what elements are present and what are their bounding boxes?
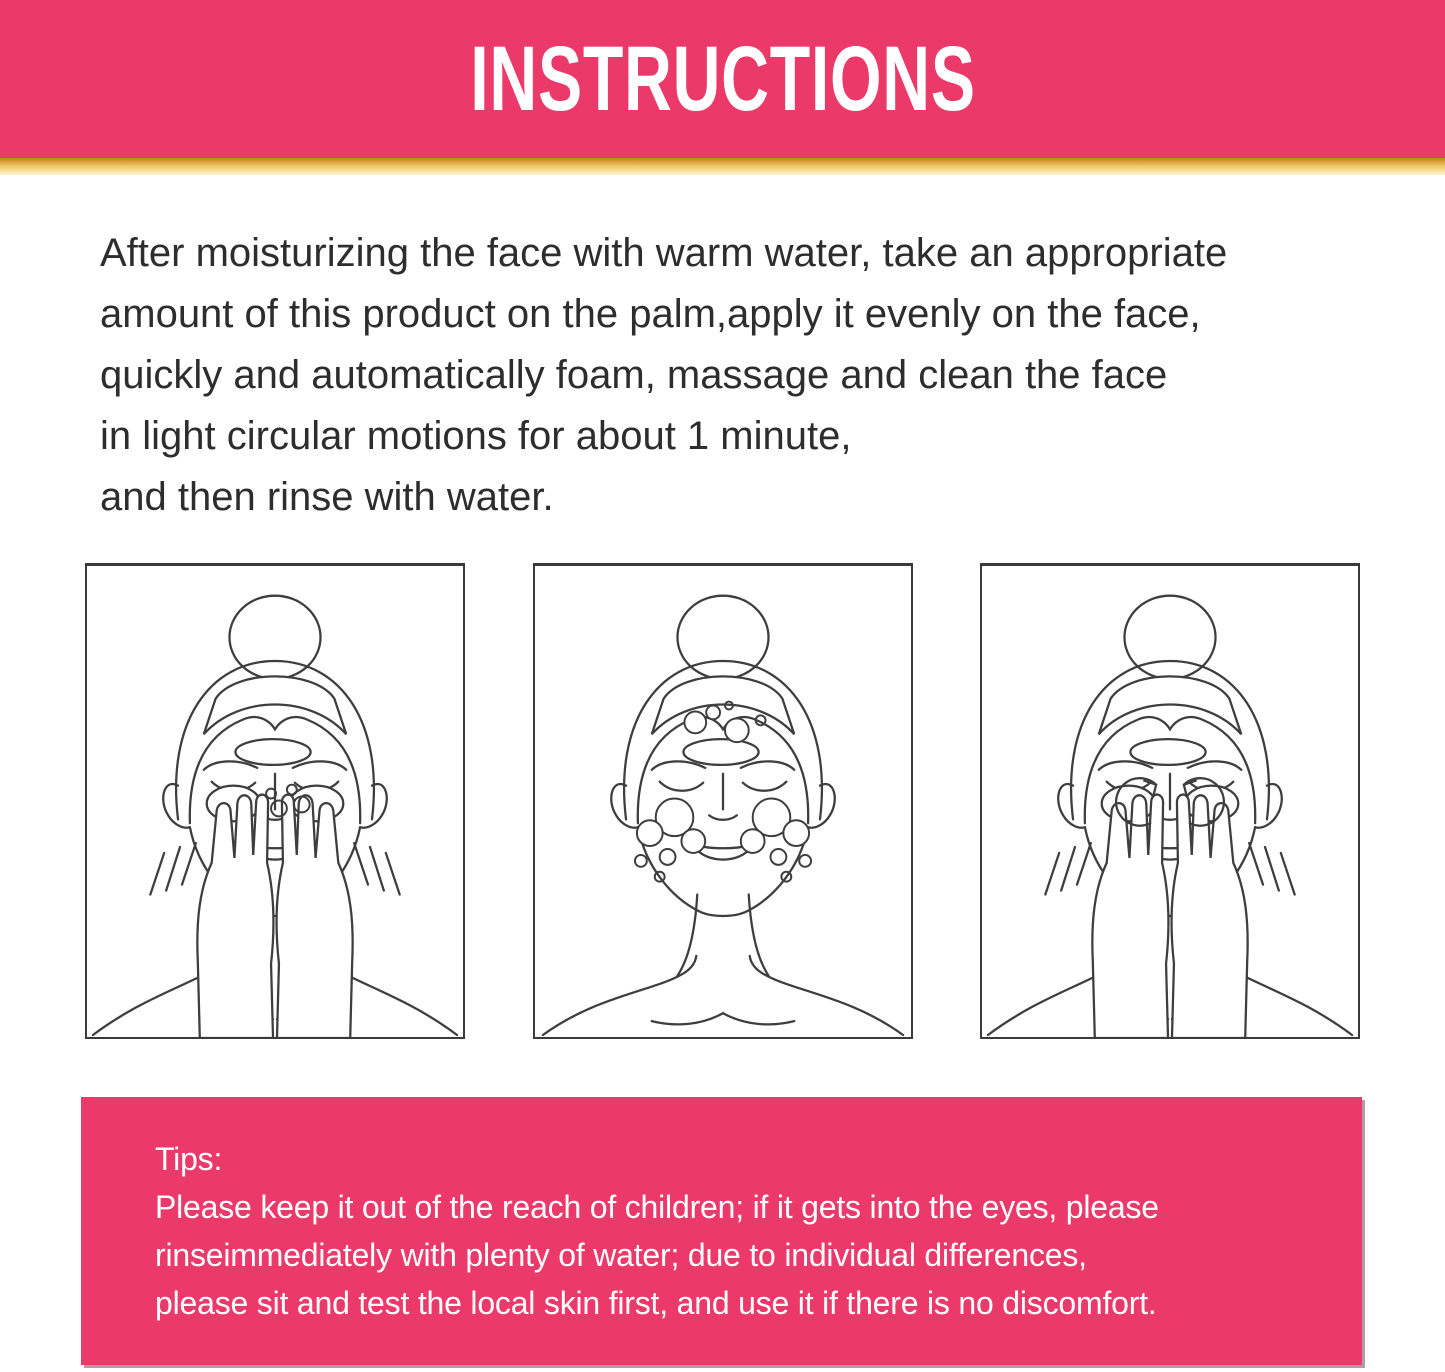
paragraph-line: in light circular motions for about 1 minute, bbox=[100, 414, 852, 458]
usage-instructions-text bbox=[100, 223, 1385, 528]
illustration-step-1-massage bbox=[85, 563, 465, 1039]
paragraph-line: After moisturizing the face with warm water, take an appropriate bbox=[100, 231, 1228, 275]
paragraph-line: amount of this product on the palm,apply it evenly on the face, bbox=[100, 292, 1201, 336]
tips-line: rinseimmediately with plenty of water; due to individual differences, bbox=[155, 1237, 1087, 1273]
page-title: INSTRUCTIONS bbox=[469, 27, 976, 130]
illustration-row bbox=[85, 563, 1360, 1039]
paragraph-line: quickly and automatically foam, massage and clean the face bbox=[100, 353, 1168, 397]
tips-line: please sit and test the local skin first, and use it if there is no discomfort. bbox=[155, 1285, 1157, 1321]
gold-divider bbox=[0, 158, 1445, 175]
tips-line: Please keep it out of the reach of children; if it gets into the eyes, please bbox=[155, 1189, 1159, 1225]
illustration-step-3-circular-massage bbox=[980, 563, 1360, 1039]
header-banner bbox=[0, 0, 1445, 158]
circular-massage-illustration bbox=[982, 566, 1358, 1037]
tips-heading: Tips: bbox=[155, 1141, 223, 1177]
tips-box bbox=[81, 1097, 1362, 1365]
foam-on-face-illustration bbox=[535, 566, 911, 1037]
illustration-step-2-foam bbox=[533, 563, 913, 1039]
paragraph-line: and then rinse with water. bbox=[100, 475, 554, 519]
massage-face-illustration bbox=[87, 566, 463, 1037]
